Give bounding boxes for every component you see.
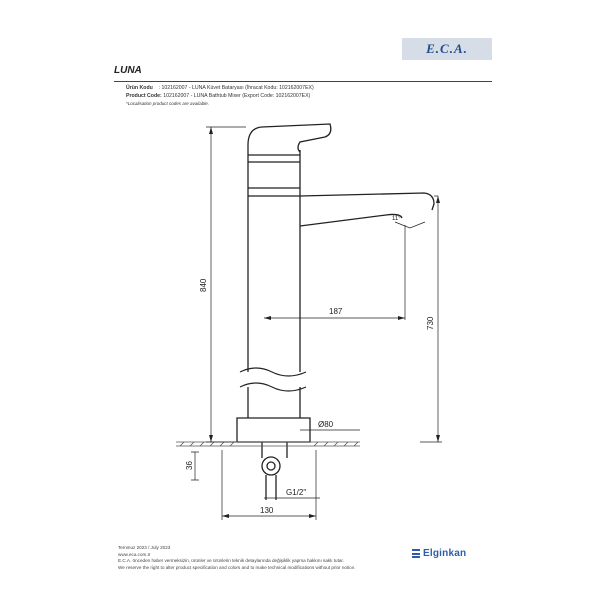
code-tr-value: : 102162007 - LUNA Küvet Bataryası (İhracat Kodu: 102162007EX) bbox=[158, 85, 314, 91]
footer-disclaimer-en: We reserve the right to alter product specification and colors and to make technical modifications without prior notice. bbox=[118, 564, 356, 570]
product-title: LUNA bbox=[114, 65, 142, 76]
dim-thread: G1/2" bbox=[286, 488, 307, 497]
localisation-note: *Localisation product codes are available. bbox=[126, 101, 210, 106]
code-en-label: Product Code: bbox=[126, 93, 162, 99]
dim-spout-height: 730 bbox=[426, 316, 435, 330]
faucet-base bbox=[237, 418, 310, 442]
elginkan-icon bbox=[412, 549, 420, 558]
footer-info bbox=[118, 545, 355, 571]
dim-spout-angle: 11° bbox=[392, 216, 401, 222]
footer-website: www.eca.com.tr bbox=[118, 551, 151, 557]
footer-date: Temmuz 2023 / July 2023 bbox=[118, 545, 171, 550]
dim-base-diameter: Ø80 bbox=[318, 420, 334, 429]
brand-name: Elginkan bbox=[423, 548, 467, 559]
faucet-body bbox=[248, 145, 300, 418]
dim-height-total: 840 bbox=[199, 278, 208, 292]
dim-spout-reach: 187 bbox=[329, 307, 343, 316]
elginkan-logo bbox=[412, 548, 466, 559]
faucet-spout bbox=[300, 193, 434, 226]
code-en-value: 102162007 - LUNA Bathtub Mixer (Export Code: 102162007EX) bbox=[163, 93, 311, 99]
code-tr-label: Ürün Kodu bbox=[126, 85, 153, 91]
faucet-handle bbox=[248, 124, 331, 152]
dim-mount-width: 130 bbox=[260, 506, 274, 515]
logo-text: E.C.A. bbox=[426, 41, 468, 56]
footer-disclaimer-tr: E.C.A. önceden haber vermeksizin, ürünler ve ürünlerin teknik detaylarında değişiklik yapma hakkını saklı tutar. bbox=[118, 558, 344, 563]
dim-under-height: 36 bbox=[185, 461, 194, 470]
